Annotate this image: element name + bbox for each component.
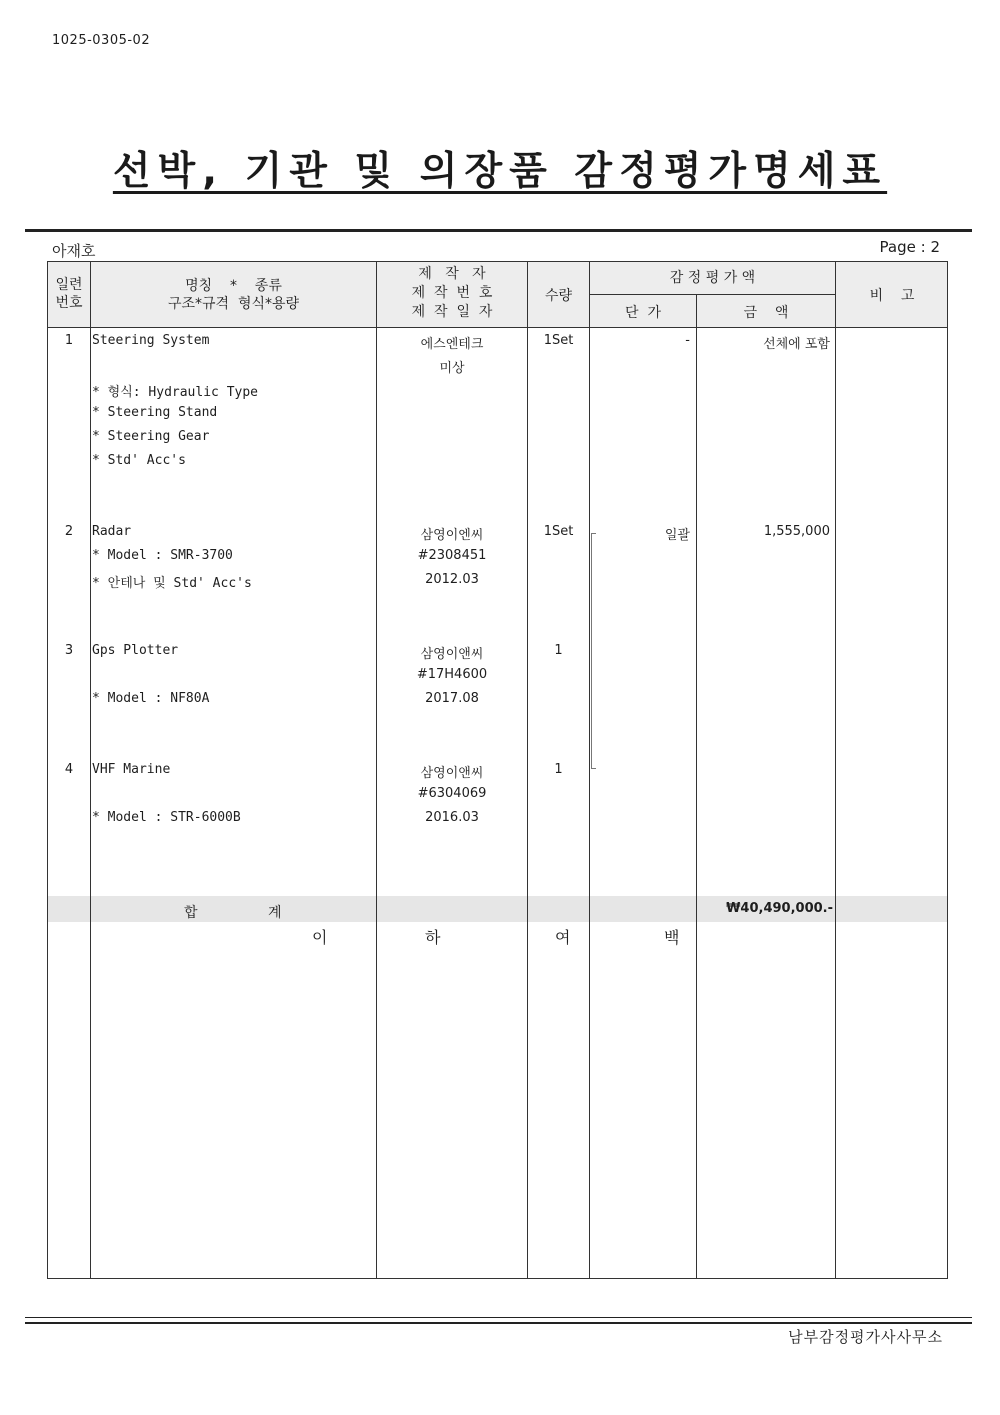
item-number: 1 (64, 333, 74, 348)
item-number: 2 (64, 524, 74, 539)
blank-marker: 하 (425, 928, 441, 947)
item-spec: * 안테나 및 Std' Acc's (92, 576, 252, 591)
header-appraisal: 감 정 평 가 액 (669, 270, 756, 286)
item-serial: #6304069 (417, 786, 487, 801)
header-bottom-line (47, 327, 948, 328)
column-divider (835, 261, 836, 1279)
item-spec: * Steering Stand (92, 405, 218, 420)
header-subdivider (589, 294, 835, 295)
item-spec: * Steering Gear (92, 429, 210, 444)
item-amount: 선체에 포함 (763, 337, 830, 352)
item-qty: 1 (554, 762, 563, 777)
blank-marker: 이 (312, 928, 328, 947)
top-divider (25, 229, 972, 232)
header-name: 명칭 * 종류 구조*규격 형식*용량 (167, 278, 300, 312)
document-number: 1025-0305-02 (52, 33, 151, 48)
item-maker: 에스엔테크 (420, 337, 484, 352)
header-amount: 금 액 (743, 305, 789, 321)
header-unit-price: 단 가 (625, 305, 661, 321)
blank-marker: 여 (555, 928, 571, 947)
blank-marker: 백 (664, 928, 680, 947)
item-maker: 삼영이앤씨 (420, 647, 484, 662)
item-maker: 삼영이앤씨 (420, 766, 484, 781)
item-spec: * 형식: Hydraulic Type (92, 385, 258, 400)
item-name: Gps Plotter (92, 643, 179, 658)
item-serial: #2308451 (417, 548, 487, 563)
item-name: VHF Marine (92, 762, 171, 777)
item-spec: * Std' Acc's (92, 453, 186, 468)
item-serial: 미상 (439, 361, 465, 376)
total-label: 계 (268, 905, 282, 921)
item-date: 2017.08 (425, 691, 479, 706)
column-divider (696, 294, 697, 1279)
page-title: 선박, 기관 및 의장품 감정평가명세표 (112, 149, 888, 194)
total-amount: ₩40,490,000.- (726, 901, 833, 916)
item-unit-price: 일괄 (664, 528, 690, 543)
vessel-name: 아재호 (52, 242, 96, 260)
column-divider (589, 261, 590, 1279)
bottom-divider (25, 1322, 972, 1324)
item-serial: #17H4600 (416, 667, 488, 682)
item-name: Radar (92, 524, 132, 539)
item-maker: 삼영이엔씨 (420, 528, 484, 543)
total-label: 합 (184, 905, 198, 921)
item-spec: * Model : NF80A (92, 691, 210, 706)
header-seq: 일련 번호 (55, 277, 83, 311)
item-qty: 1Set (543, 333, 574, 348)
page-number: Page : 2 (879, 238, 940, 256)
item-qty: 1 (554, 643, 563, 658)
item-spec: * Model : STR-6000B (92, 810, 241, 825)
item-number: 3 (64, 643, 74, 658)
column-divider (90, 261, 91, 1279)
item-spec: * Model : SMR-3700 (92, 548, 233, 563)
office-name: 남부감정평가사사무소 (788, 1328, 943, 1346)
lump-sum-bracket (591, 533, 596, 769)
item-date: 2016.03 (425, 810, 479, 825)
header-qty: 수량 (544, 288, 573, 304)
item-unit-price: - (685, 333, 690, 348)
header-maker: 제 작 자 제 작 번 호 제 작 일 자 (411, 266, 493, 320)
header-remarks: 비 고 (869, 288, 915, 304)
item-date: 2012.03 (425, 572, 479, 587)
item-number: 4 (64, 762, 74, 777)
bottom-divider (25, 1317, 972, 1318)
item-qty: 1Set (543, 524, 574, 539)
item-amount: 1,555,000 (763, 524, 830, 539)
item-name: Steering System (92, 333, 210, 348)
